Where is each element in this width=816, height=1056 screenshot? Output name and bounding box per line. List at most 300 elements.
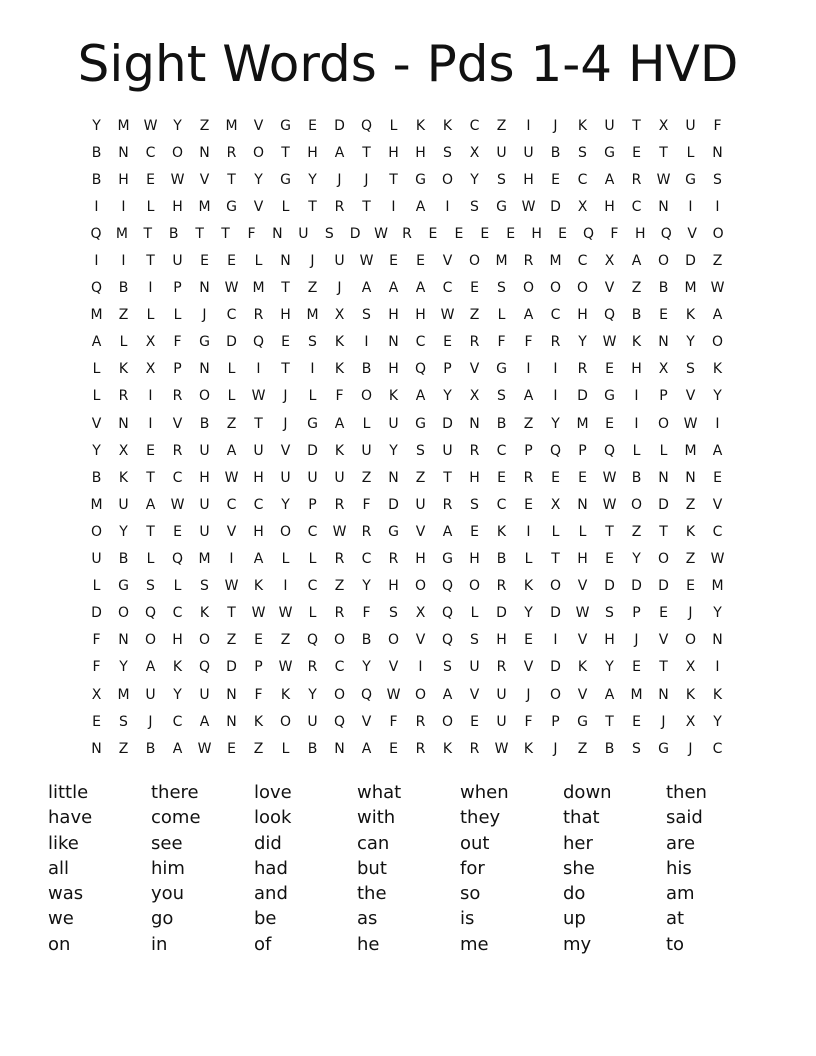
grid-letter: E — [443, 334, 452, 351]
word-item: said — [666, 807, 703, 829]
word-item: so — [460, 883, 481, 905]
grid-letter: W — [494, 740, 509, 757]
grid-letter: O — [360, 388, 373, 405]
grid-letter: E — [470, 523, 479, 540]
grid-letter: F — [335, 388, 344, 405]
grid-letter: E — [551, 171, 560, 188]
grid-letter: E — [146, 171, 155, 188]
grid-letter: J — [148, 713, 153, 730]
grid-row — [83, 302, 731, 329]
grid-letter: U — [496, 144, 507, 161]
word-column — [48, 780, 151, 957]
grid-letter: S — [119, 713, 128, 730]
grid-letter: S — [416, 442, 425, 459]
grid-letter: Y — [605, 659, 614, 676]
grid-letter: Y — [308, 686, 317, 703]
grid-letter: I — [121, 253, 126, 270]
grid-letter: W — [224, 578, 239, 595]
grid-letter: H — [531, 225, 542, 242]
grid-letter: U — [199, 686, 210, 703]
grid-letter: S — [686, 361, 695, 378]
grid-letter: A — [334, 415, 345, 432]
word-item: his — [666, 857, 692, 879]
grid-letter: T — [227, 605, 236, 622]
grid-letter: H — [469, 551, 480, 568]
grid-letter: G — [388, 523, 399, 540]
grid-letter: I — [148, 280, 153, 297]
grid-letter: V — [712, 496, 723, 513]
grid-row — [83, 329, 731, 356]
grid-letter: K — [280, 686, 291, 703]
grid-letter: E — [254, 632, 263, 649]
grid-letter: C — [712, 740, 723, 757]
grid-letter: A — [361, 740, 372, 757]
grid-letter: F — [173, 334, 182, 351]
grid-letter: C — [496, 496, 507, 513]
grid-letter: T — [308, 198, 317, 215]
grid-letter: K — [199, 605, 210, 622]
grid-letter: Q — [171, 551, 184, 568]
grid-letter: T — [281, 361, 290, 378]
grid-letter: U — [523, 144, 534, 161]
grid-letter: L — [551, 523, 560, 540]
grid-letter: K — [442, 740, 453, 757]
grid-letter: H — [635, 225, 646, 242]
grid-letter: B — [145, 740, 156, 757]
grid-letter: Z — [712, 253, 723, 270]
grid-letter: O — [144, 632, 157, 649]
grid-letter: E — [524, 632, 533, 649]
grid-letter: Z — [199, 117, 210, 134]
grid-letter: L — [632, 442, 641, 459]
grid-letter: K — [442, 117, 453, 134]
word-item: you — [151, 883, 185, 905]
grid-letter: S — [324, 225, 334, 242]
grid-letter: D — [550, 605, 561, 622]
grid-letter: X — [550, 496, 561, 513]
grid-letter: W — [521, 198, 536, 215]
grid-letter: R — [172, 442, 183, 459]
grid-letter: K — [685, 523, 696, 540]
grid-row — [83, 573, 731, 600]
word-column — [460, 780, 563, 957]
grid-letter: Z — [496, 117, 507, 134]
grid-letter: Z — [226, 632, 237, 649]
grid-letter: C — [334, 659, 345, 676]
grid-row — [83, 464, 731, 491]
grid-letter: L — [686, 144, 695, 161]
grid-letter: K — [577, 659, 588, 676]
grid-letter: N — [388, 469, 399, 486]
word-item: of — [254, 933, 272, 955]
word-item: like — [48, 832, 79, 854]
grid-letter: E — [200, 253, 209, 270]
grid-letter: A — [199, 713, 210, 730]
grid-letter: E — [308, 117, 317, 134]
grid-letter: J — [688, 605, 693, 622]
grid-letter: B — [118, 280, 129, 297]
word-item: love — [254, 782, 292, 803]
grid-letter: N — [199, 144, 210, 161]
grid-letter: F — [610, 225, 619, 242]
grid-letter: R — [334, 605, 345, 622]
grid-letter: C — [631, 198, 642, 215]
grid-letter: T — [362, 144, 371, 161]
grid-letter: N — [712, 632, 723, 649]
grid-row — [83, 627, 731, 654]
grid-letter: Z — [361, 469, 372, 486]
grid-letter: E — [281, 334, 290, 351]
grid-letter: U — [253, 442, 264, 459]
grid-letter: D — [577, 388, 588, 405]
grid-letter: R — [172, 388, 183, 405]
grid-letter: I — [148, 415, 153, 432]
grid-letter: O — [657, 551, 670, 568]
word-item: see — [151, 832, 183, 854]
grid-row — [83, 735, 731, 762]
grid-letter: M — [198, 198, 211, 215]
grid-letter: P — [254, 659, 263, 676]
grid-letter: X — [685, 713, 696, 730]
grid-letter: L — [389, 117, 398, 134]
grid-letter: N — [199, 361, 210, 378]
grid-letter: P — [173, 280, 182, 297]
grid-letter: O — [279, 713, 292, 730]
grid-letter: Q — [198, 659, 211, 676]
grid-letter: L — [281, 740, 290, 757]
grid-letter: X — [469, 144, 480, 161]
grid-letter: G — [118, 578, 129, 595]
grid-letter: W — [656, 171, 671, 188]
grid-letter: P — [578, 442, 587, 459]
grid-letter: C — [226, 307, 237, 324]
grid-letter: C — [415, 334, 426, 351]
grid-letter: Y — [713, 713, 722, 730]
grid-letter: Y — [254, 171, 263, 188]
grid-letter: A — [226, 442, 237, 459]
grid-letter: U — [307, 469, 318, 486]
grid-letter: B — [307, 740, 318, 757]
grid-letter: Q — [603, 307, 616, 324]
grid-letter: Q — [549, 442, 562, 459]
grid-letter: W — [683, 415, 698, 432]
grid-letter: J — [283, 388, 288, 405]
grid-letter: V — [469, 686, 480, 703]
word-item: her — [563, 832, 593, 854]
grid-letter: G — [415, 415, 426, 432]
grid-letter: A — [631, 253, 642, 270]
grid-letter: K — [334, 334, 345, 351]
grid-letter: T — [443, 469, 452, 486]
grid-letter: V — [658, 632, 669, 649]
grid-letter: J — [310, 253, 315, 270]
word-item: had — [254, 857, 288, 879]
grid-letter: F — [247, 225, 256, 242]
grid-letter: G — [604, 388, 615, 405]
word-item: that — [563, 807, 600, 829]
grid-letter: M — [576, 415, 589, 432]
grid-letter: I — [715, 659, 720, 676]
word-item: for — [460, 857, 485, 879]
word-item: him — [151, 857, 185, 879]
grid-letter: B — [361, 632, 372, 649]
grid-letter: J — [337, 280, 342, 297]
grid-letter: O — [468, 578, 481, 595]
word-item: come — [151, 807, 201, 829]
grid-letter: V — [388, 659, 399, 676]
grid-letter: T — [659, 523, 668, 540]
grid-letter: C — [226, 496, 237, 513]
grid-letter: J — [553, 740, 558, 757]
grid-letter: U — [361, 442, 372, 459]
grid-letter: R — [334, 198, 345, 215]
grid-letter: E — [470, 280, 479, 297]
grid-letter: M — [684, 280, 697, 297]
grid-letter: O — [198, 632, 211, 649]
grid-letter: K — [253, 713, 264, 730]
letter-grid — [83, 112, 731, 762]
grid-letter: X — [334, 307, 345, 324]
grid-letter: T — [254, 415, 263, 432]
grid-letter: U — [145, 686, 156, 703]
grid-letter: E — [470, 713, 479, 730]
grid-letter: O — [414, 686, 427, 703]
grid-letter: I — [526, 117, 531, 134]
grid-letter: V — [415, 523, 426, 540]
grid-letter: A — [523, 307, 534, 324]
grid-letter: E — [578, 469, 587, 486]
grid-letter: W — [170, 171, 185, 188]
grid-letter: R — [442, 496, 453, 513]
grid-letter: I — [553, 388, 558, 405]
grid-letter: Y — [524, 605, 533, 622]
grid-letter: M — [306, 307, 319, 324]
grid-row — [83, 247, 731, 274]
grid-letter: K — [118, 361, 129, 378]
grid-letter: W — [386, 686, 401, 703]
grid-letter: D — [388, 496, 399, 513]
grid-letter: R — [523, 469, 534, 486]
grid-letter: G — [496, 198, 507, 215]
grid-letter: B — [118, 551, 129, 568]
grid-letter: I — [553, 361, 558, 378]
grid-letter: R — [469, 740, 480, 757]
grid-letter: Y — [443, 388, 452, 405]
grid-letter: L — [146, 307, 155, 324]
grid-letter: M — [711, 578, 724, 595]
grid-letter: D — [658, 496, 669, 513]
grid-letter: T — [146, 253, 155, 270]
word-item: in — [151, 933, 168, 955]
word-item: out — [460, 832, 490, 854]
grid-letter: I — [256, 361, 261, 378]
grid-letter: O — [171, 144, 184, 161]
grid-letter: N — [577, 496, 588, 513]
grid-letter: E — [605, 551, 614, 568]
grid-letter: C — [712, 523, 723, 540]
grid-letter: T — [551, 551, 560, 568]
grid-letter: E — [227, 253, 236, 270]
grid-letter: L — [281, 551, 290, 568]
grid-letter: D — [550, 198, 561, 215]
grid-letter: O — [657, 415, 670, 432]
grid-letter: F — [524, 334, 533, 351]
grid-letter: A — [172, 740, 183, 757]
grid-letter: F — [92, 632, 101, 649]
grid-letter: N — [658, 198, 669, 215]
grid-letter: O — [468, 253, 481, 270]
grid-letter: M — [115, 225, 128, 242]
grid-row — [83, 112, 731, 139]
grid-letter: U — [334, 253, 345, 270]
grid-letter: I — [715, 198, 720, 215]
grid-letter: H — [199, 469, 210, 486]
grid-letter: B — [496, 415, 507, 432]
grid-letter: E — [416, 253, 425, 270]
grid-letter: K — [253, 578, 264, 595]
grid-letter: Z — [307, 280, 318, 297]
grid-letter: U — [172, 253, 183, 270]
grid-letter: F — [92, 659, 101, 676]
grid-letter: J — [202, 307, 207, 324]
grid-letter: R — [469, 334, 480, 351]
grid-letter: T — [659, 144, 668, 161]
word-column — [563, 780, 666, 957]
grid-letter: H — [388, 307, 399, 324]
grid-letter: O — [549, 280, 562, 297]
grid-letter: Y — [308, 171, 317, 188]
grid-letter: B — [91, 144, 102, 161]
grid-letter: G — [658, 740, 669, 757]
grid-letter: M — [684, 442, 697, 459]
grid-letter: U — [604, 117, 615, 134]
grid-letter: K — [118, 469, 129, 486]
grid-letter: E — [686, 578, 695, 595]
grid-letter: E — [551, 469, 560, 486]
grid-letter: F — [497, 334, 506, 351]
word-item: go — [151, 908, 174, 930]
grid-letter: W — [278, 659, 293, 676]
grid-row — [83, 383, 731, 410]
grid-letter: T — [389, 171, 398, 188]
grid-letter: N — [685, 469, 696, 486]
grid-letter: Y — [119, 659, 128, 676]
grid-letter: V — [577, 686, 588, 703]
grid-letter: O — [333, 686, 346, 703]
grid-letter: C — [172, 713, 183, 730]
grid-row — [83, 546, 731, 573]
grid-letter: A — [253, 551, 264, 568]
grid-letter: L — [92, 578, 101, 595]
grid-letter: O — [657, 253, 670, 270]
grid-letter: R — [388, 551, 399, 568]
grid-letter: B — [199, 415, 210, 432]
grid-letter: R — [550, 334, 561, 351]
grid-letter: H — [388, 578, 399, 595]
grid-letter: V — [687, 225, 697, 242]
grid-letter: R — [361, 523, 372, 540]
grid-letter: V — [523, 659, 534, 676]
word-item: and — [254, 883, 288, 905]
grid-letter: C — [496, 442, 507, 459]
grid-letter: S — [308, 334, 317, 351]
grid-letter: J — [364, 171, 369, 188]
grid-letter: I — [445, 198, 450, 215]
grid-letter: L — [92, 361, 101, 378]
page-title: Sight Words - Pds 1-4 HVD — [77, 35, 739, 93]
grid-letter: A — [145, 496, 156, 513]
grid-letter: Y — [551, 415, 560, 432]
word-item: was — [48, 883, 84, 905]
grid-letter: O — [252, 144, 265, 161]
grid-letter: V — [469, 361, 480, 378]
grid-letter: D — [442, 415, 453, 432]
grid-letter: O — [684, 632, 697, 649]
grid-letter: W — [374, 225, 389, 242]
grid-letter: H — [388, 144, 399, 161]
grid-letter: O — [441, 171, 454, 188]
grid-letter: P — [443, 361, 452, 378]
grid-letter: Y — [389, 442, 398, 459]
grid-letter: W — [602, 334, 617, 351]
grid-letter: K — [496, 523, 507, 540]
grid-letter: U — [388, 415, 399, 432]
grid-letter: J — [688, 740, 693, 757]
grid-letter: Y — [713, 605, 722, 622]
grid-letter: G — [415, 171, 426, 188]
grid-letter: I — [148, 388, 153, 405]
grid-letter: F — [254, 686, 263, 703]
grid-letter: J — [634, 632, 639, 649]
grid-letter: X — [145, 334, 156, 351]
grid-letter: E — [605, 415, 614, 432]
grid-letter: F — [362, 605, 371, 622]
grid-letter: S — [632, 740, 641, 757]
grid-letter: L — [659, 442, 668, 459]
grid-letter: F — [389, 713, 398, 730]
grid-letter: C — [172, 605, 183, 622]
grid-letter: O — [198, 388, 211, 405]
word-item: all — [48, 857, 70, 879]
grid-letter: R — [577, 361, 588, 378]
word-item: when — [460, 782, 509, 803]
grid-letter: E — [389, 253, 398, 270]
grid-letter: S — [443, 144, 452, 161]
word-item: look — [254, 807, 292, 829]
grid-letter: P — [551, 713, 560, 730]
word-item: what — [357, 782, 402, 803]
grid-letter: E — [480, 225, 490, 242]
grid-letter: M — [630, 686, 643, 703]
grid-letter: O — [279, 523, 292, 540]
grid-letter: L — [227, 361, 236, 378]
grid-letter: A — [361, 280, 372, 297]
grid-letter: A — [415, 280, 426, 297]
grid-letter: T — [146, 523, 155, 540]
grid-letter: J — [553, 117, 558, 134]
grid-letter: Y — [173, 686, 182, 703]
grid-letter: D — [226, 334, 237, 351]
grid-letter: X — [118, 442, 129, 459]
grid-letter: P — [524, 442, 533, 459]
grid-letter: U — [334, 469, 345, 486]
word-item: can — [357, 832, 390, 854]
grid-letter: H — [172, 198, 183, 215]
grid-letter: L — [281, 198, 290, 215]
grid-letter: H — [496, 632, 507, 649]
grid-letter: A — [604, 171, 615, 188]
grid-letter: H — [307, 144, 318, 161]
